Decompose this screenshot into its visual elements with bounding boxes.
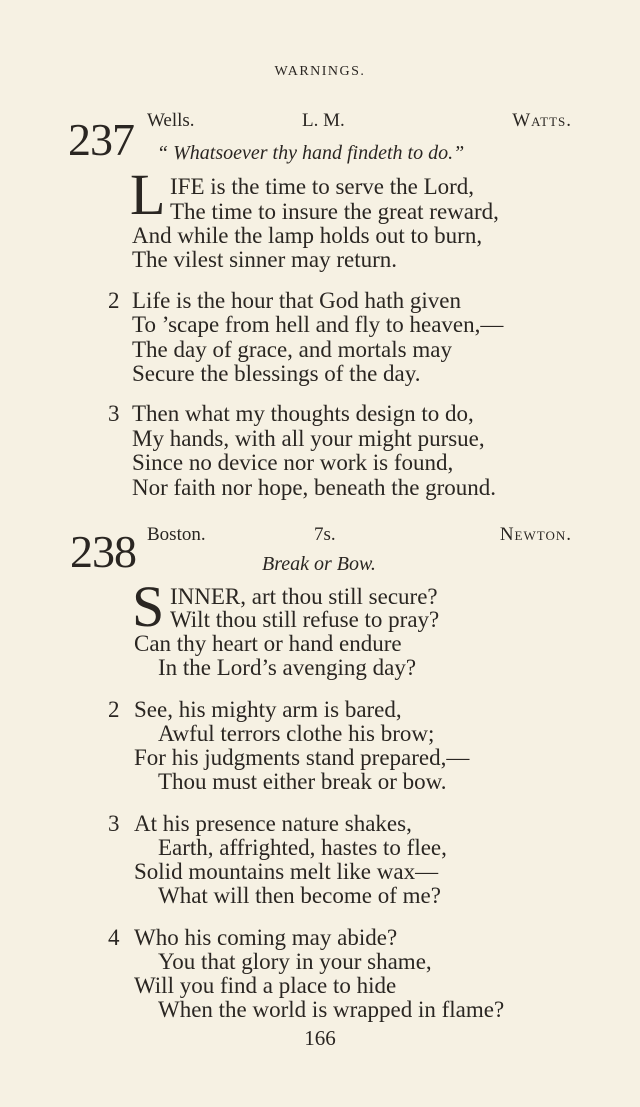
verse-line: The vilest sinner may return.	[132, 247, 398, 272]
verse-line: What will then become of me?	[158, 883, 441, 908]
verse-line: And while the lamp holds out to burn,	[132, 223, 483, 248]
verse-line: Thou must either break or bow.	[158, 769, 447, 794]
verse-line: INNER, art thou still secure?	[170, 584, 438, 609]
verse-line: Wilt thou still refuse to pray?	[170, 607, 440, 632]
verse-line: To ’scape from hell and fly to heaven,—	[132, 312, 504, 337]
hymn-number: 237	[68, 114, 134, 165]
stanza-number: 3	[108, 811, 120, 836]
verse-line: The time to insure the great reward,	[170, 199, 499, 224]
verse-line: Life is the hour that God hath given	[132, 288, 461, 313]
verse-line: At his presence nature shakes,	[134, 811, 412, 836]
verse-line: You that glory in your shame,	[158, 949, 432, 974]
verse-line: IFE is the time to serve the Lord,	[170, 174, 475, 199]
verse-line: Then what my thoughts design to do,	[132, 401, 474, 426]
running-head: WARNINGS.	[274, 64, 366, 79]
verse-line: The day of grace, and mortals may	[132, 337, 452, 362]
hymn-subtitle: “ Whatsoever thy hand findeth to do.”	[157, 142, 465, 164]
verse-line: Who his coming may abide?	[134, 925, 398, 950]
verse-line: In the Lord’s avenging day?	[158, 655, 417, 680]
drop-cap: S	[132, 574, 165, 639]
author: Newton.	[499, 524, 572, 545]
verse-line: Awful terrors clothe his brow;	[158, 721, 435, 746]
metre: 7s.	[314, 524, 336, 545]
verse-line: Nor faith nor hope, beneath the ground.	[132, 475, 497, 500]
verse-line: Can thy heart or hand endure	[134, 631, 402, 656]
verse-line: Solid mountains melt like wax—	[134, 859, 439, 884]
hymn-subtitle: Break or Bow.	[262, 553, 376, 575]
tune-name: Wells.	[147, 110, 195, 131]
verse-line: See, his mighty arm is bared,	[134, 697, 402, 722]
verse-line: Secure the blessings of the day.	[132, 361, 421, 386]
verse-line: Earth, affrighted, hastes to flee,	[158, 835, 447, 860]
hymn-number: 238	[70, 526, 136, 577]
verse-line: When the world is wrapped in flame?	[158, 997, 505, 1022]
drop-cap: L	[130, 162, 166, 227]
stanza-number: 4	[108, 925, 120, 950]
author: Watts.	[512, 110, 572, 131]
verse-line: Since no device nor work is found,	[132, 450, 454, 475]
stanza-number: 2	[108, 697, 120, 722]
stanza-number: 2	[108, 288, 120, 313]
page-number: 166	[304, 1026, 336, 1050]
tune-name: Boston.	[147, 524, 206, 545]
metre: L. M.	[302, 110, 345, 131]
verse-line: My hands, with all your might pursue,	[132, 426, 485, 451]
verse-line: Will you find a place to hide	[134, 973, 397, 998]
stanza-number: 3	[108, 401, 120, 426]
verse-line: For his judgments stand prepared,—	[134, 745, 470, 770]
